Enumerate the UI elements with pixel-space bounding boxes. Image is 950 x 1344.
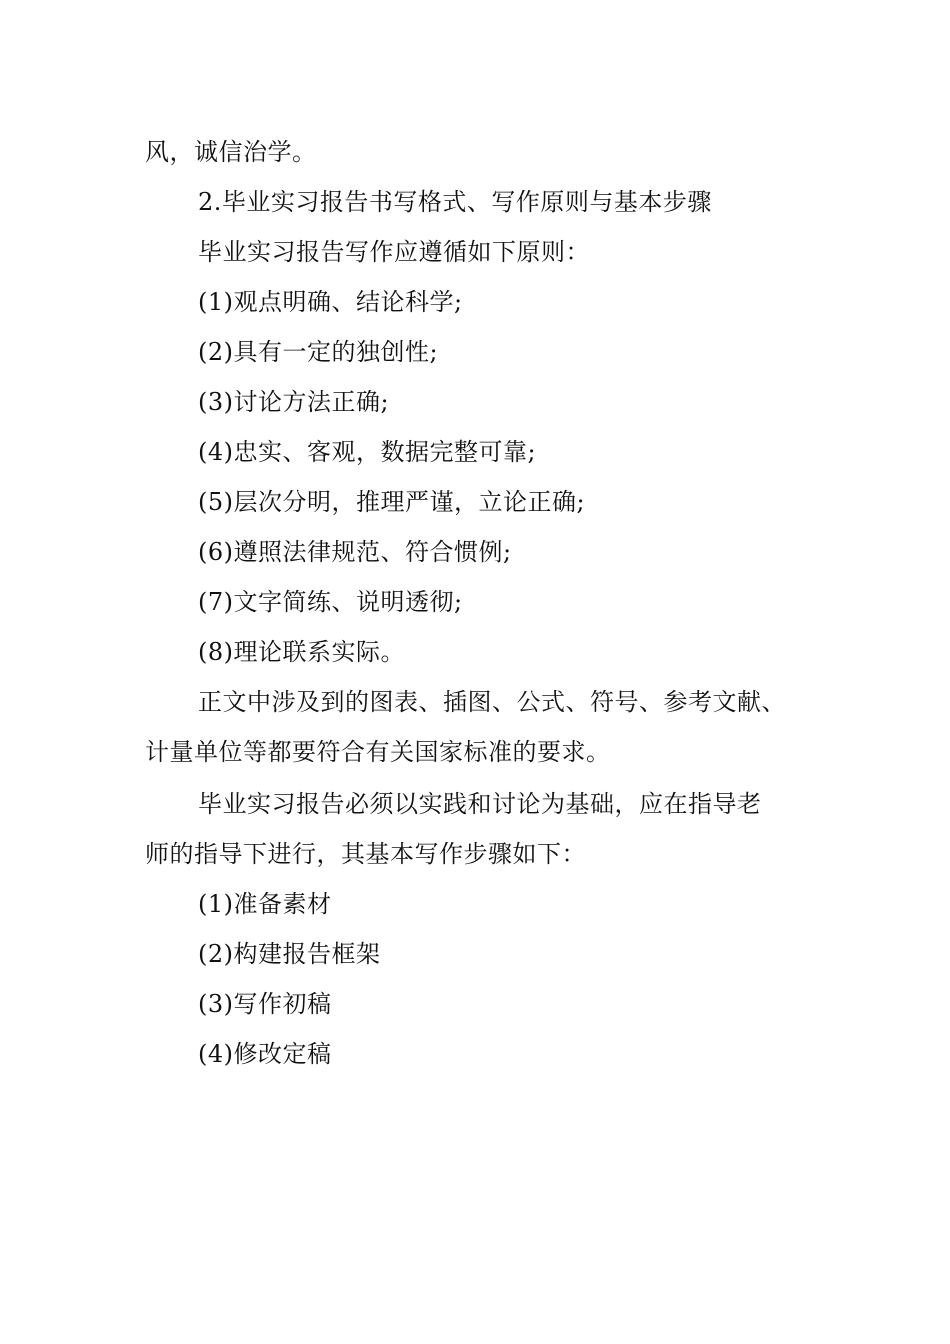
paragraph-line: 毕业实习报告写作应遵循如下原则：: [198, 238, 590, 266]
list-item: (2)构建报告框架: [198, 940, 381, 968]
list-item: (6)遵照法律规范、符合惯例;: [198, 538, 512, 566]
list-item: (8)理论联系实际。: [198, 638, 405, 666]
list-item: (2)具有一定的独创性;: [198, 338, 439, 366]
section-heading: 2.毕业实习报告书写格式、写作原则与基本步骤: [198, 188, 712, 216]
document-body: [145, 127, 835, 1079]
paragraph-line: 正文中涉及到的图表、插图、公式、符号、参考文献、: [198, 688, 786, 716]
list-item: (3)讨论方法正确;: [198, 388, 390, 416]
paragraph-line: 风，诚信治学。: [145, 138, 317, 166]
paragraph-line: 毕业实习报告必须以实践和讨论为基础，应在指导老: [198, 790, 762, 818]
list-item: (5)层次分明，推理严谨，立论正确;: [198, 488, 586, 516]
list-item: (3)写作初稿: [198, 990, 332, 1018]
list-item: (1)观点明确、结论科学;: [198, 288, 463, 316]
list-item: (4)忠实、客观，数据完整可靠;: [198, 438, 537, 466]
list-item: (4)修改定稿: [198, 1040, 332, 1068]
paragraph-line: 师的指导下进行，其基本写作步骤如下：: [145, 840, 586, 868]
paragraph-line: 计量单位等都要符合有关国家标准的要求。: [145, 738, 611, 766]
list-item: (1)准备素材: [198, 890, 332, 918]
list-item: (7)文字简练、说明透彻;: [198, 588, 463, 616]
